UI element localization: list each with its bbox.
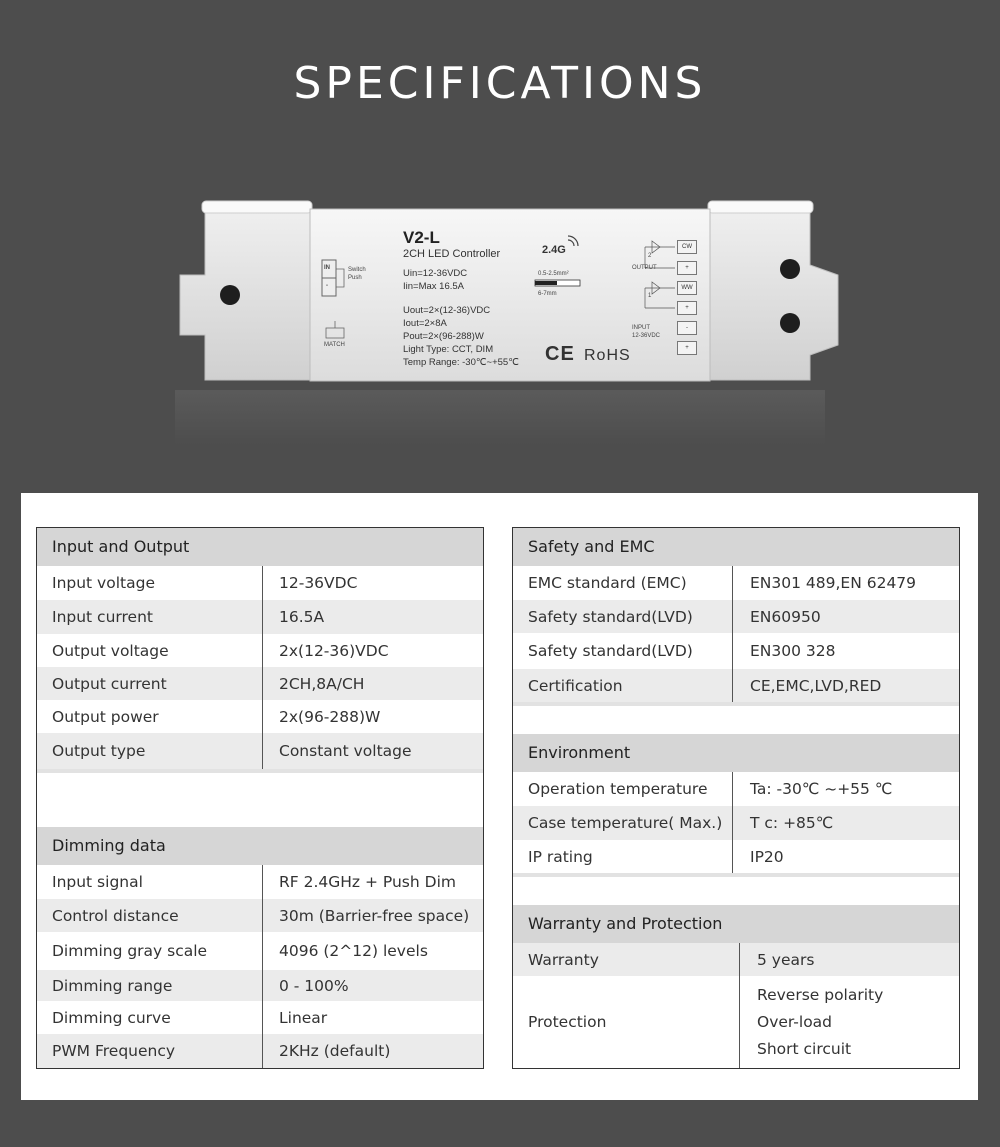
section-title-dimming-data: Dimming data — [37, 827, 483, 865]
table-row — [513, 943, 959, 976]
table-row — [37, 733, 483, 769]
device-rf-label: 2.4G — [542, 244, 566, 256]
section-divider — [37, 769, 483, 773]
row-label: Output power — [52, 707, 159, 726]
table-row — [513, 633, 959, 669]
section-title-environment: Environment — [513, 734, 959, 772]
row-label: Dimming curve — [52, 1008, 171, 1027]
terminal-plus-1: + — [677, 261, 697, 275]
device-subtitle: 2CH LED Controller — [403, 248, 501, 260]
terminal-cw: CW — [677, 240, 697, 254]
protection-values — [757, 976, 883, 1068]
section-title-safety-emc: Safety and EMC — [513, 528, 959, 566]
column-divider — [262, 566, 263, 769]
row-label: Case temperature( Max.) — [528, 814, 723, 832]
table-row — [513, 840, 959, 873]
table-row — [37, 566, 483, 600]
row-value: Linear — [279, 1008, 328, 1027]
device-spec-iin: Iin=Max 16.5A — [403, 281, 464, 292]
match-label: MATCH — [324, 342, 345, 348]
switch-in-label: IN — [324, 265, 330, 271]
device-spec-uin: Uin=12-36VDC — [403, 268, 468, 279]
terminal-plus-input: + — [677, 341, 697, 355]
row-label: EMC standard (EMC) — [528, 574, 687, 592]
row-label: Safety standard(LVD) — [528, 642, 693, 660]
section-divider — [513, 702, 959, 706]
row-value: 30m (Barrier-free space) — [279, 906, 470, 925]
section-title-input-output: Input and Output — [37, 528, 483, 566]
device-spec-uout: Uout=2×(12-36)VDC — [403, 305, 491, 316]
row-value: 2x(96-288)W — [279, 707, 381, 726]
table-row — [513, 976, 959, 1068]
input-voltage-label: 12-36VDC — [632, 333, 661, 339]
row-label: Protection — [528, 1013, 607, 1031]
push-label: Push — [348, 275, 362, 281]
ce-mark: CE — [545, 343, 575, 365]
section-title-warranty-protection: Warranty and Protection — [513, 905, 959, 943]
column-divider — [262, 865, 263, 1068]
row-value: 0 - 100% — [279, 976, 349, 995]
table-row — [513, 566, 959, 600]
table-row — [37, 667, 483, 700]
table-row — [37, 970, 483, 1001]
wire-spec-2: 6-7mm — [538, 291, 557, 297]
row-value: RF 2.4GHz + Push Dim — [279, 873, 456, 891]
screw-hole-left-icon — [220, 285, 240, 305]
spec-panel — [21, 493, 978, 1100]
column-divider — [732, 772, 733, 873]
table-row — [513, 669, 959, 702]
row-value: Ta: -30℃ ~+55 ℃ — [750, 780, 893, 798]
channel-1-label: 1 — [648, 293, 652, 299]
table-row — [37, 1034, 483, 1068]
table-row — [513, 600, 959, 633]
table-row — [513, 772, 959, 806]
table-row — [37, 700, 483, 733]
table-row — [37, 899, 483, 932]
table-row — [37, 932, 483, 970]
row-value: IP20 — [750, 847, 784, 866]
device-spec-iout: Iout=2×8A — [403, 318, 447, 329]
row-value: 5 years — [757, 950, 815, 969]
device-spec-temp-range: Temp Range: -30℃~+55℃ — [403, 357, 519, 368]
table-row — [37, 1001, 483, 1034]
row-label: Input current — [52, 608, 153, 626]
row-value: 2CH,8A/CH — [279, 674, 365, 693]
row-label: Operation temperature — [528, 780, 708, 798]
output-label: OUTPUT — [632, 265, 657, 271]
channel-2-label: 2 — [648, 253, 652, 259]
row-value: EN301 489,EN 62479 — [750, 574, 917, 592]
device-spec-pout: Pout=2×(96-288)W — [403, 331, 484, 342]
row-value: 2KHz (default) — [279, 1042, 391, 1060]
row-label: Dimming gray scale — [52, 942, 208, 960]
rohs-mark: RoHS — [584, 347, 631, 364]
row-label: Safety standard(LVD) — [528, 607, 693, 626]
input-label: INPUT — [632, 325, 650, 331]
row-value: 4096 (2^12) levels — [279, 942, 428, 960]
switch-label: Switch — [348, 267, 366, 273]
row-label: PWM Frequency — [52, 1042, 176, 1060]
table-row — [37, 865, 483, 899]
column-divider — [732, 566, 733, 702]
spec-table-right — [512, 527, 960, 1069]
row-label: Input signal — [52, 873, 143, 891]
wire-spec-1: 0.5-2.5mm² — [538, 271, 569, 277]
terminal-minus-input: - — [677, 321, 697, 335]
row-value: CE,EMC,LVD,RED — [750, 676, 882, 695]
row-value: 2x(12-36)VDC — [279, 641, 389, 660]
row-value: T c: +85℃ — [750, 814, 834, 832]
table-row — [37, 634, 483, 667]
row-label: Control distance — [52, 906, 179, 925]
row-label: IP rating — [528, 847, 593, 866]
row-label: Dimming range — [52, 976, 173, 995]
device-spec-light-type: Light Type: CCT, DIM — [403, 344, 494, 355]
row-value: 16.5A — [279, 608, 325, 626]
row-label: Certification — [528, 676, 623, 695]
table-row — [37, 600, 483, 634]
section-divider — [513, 873, 959, 877]
row-label: Output type — [52, 742, 146, 760]
spec-table-left — [36, 527, 484, 1069]
row-label: Output current — [52, 674, 167, 693]
screw-hole-right-top-icon — [780, 259, 800, 279]
page-title: SPECIFICATIONS — [293, 58, 707, 109]
screw-hole-right-bottom-icon — [780, 313, 800, 333]
product-image — [150, 195, 850, 455]
row-label: Output voltage — [52, 641, 169, 660]
switch-dash-label: - — [326, 283, 328, 289]
row-value: EN300 328 — [750, 642, 836, 660]
device-shadow — [175, 390, 825, 445]
protection-reverse-polarity: Reverse polarity — [757, 986, 884, 1004]
column-divider — [739, 943, 740, 1068]
row-value: Constant voltage — [279, 742, 412, 760]
terminal-plus-2: + — [677, 301, 697, 315]
row-value: 12-36VDC — [279, 574, 358, 592]
terminal-ww: WW — [677, 281, 697, 295]
table-row — [513, 806, 959, 840]
protection-over-load: Over-load — [757, 1013, 833, 1031]
protection-short-circuit: Short circuit — [757, 1040, 852, 1058]
row-value: EN60950 — [750, 607, 821, 626]
device-model: V2-L — [403, 228, 440, 247]
row-label: Warranty — [528, 950, 599, 969]
row-label: Input voltage — [52, 574, 155, 592]
